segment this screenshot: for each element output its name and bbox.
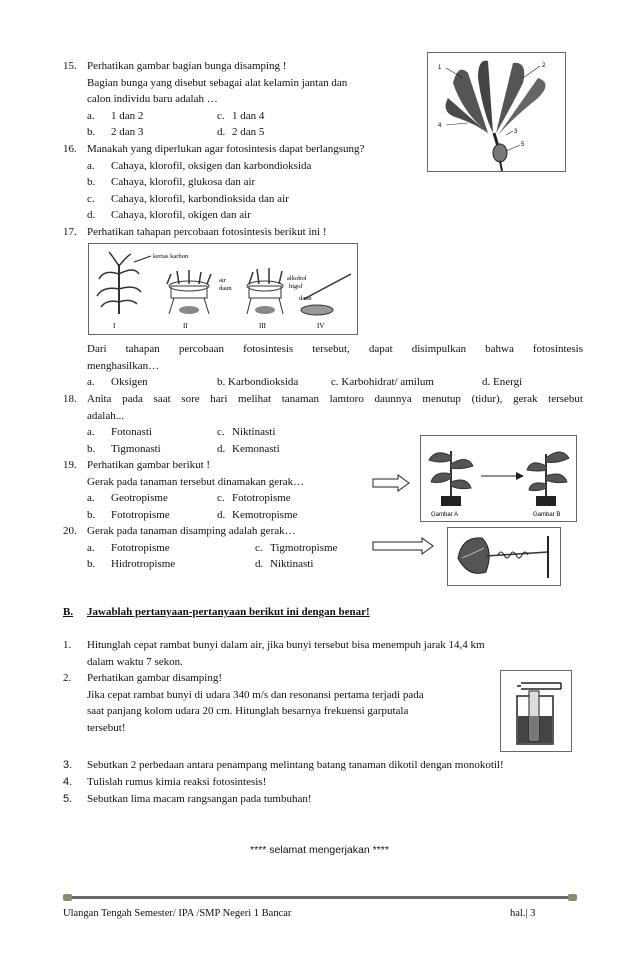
- plant-ab-diagram: [421, 436, 576, 521]
- option-c: Niktinasti: [232, 426, 276, 438]
- question-text: Sebutkan lima macam rangsangan pada tumbuhan!: [87, 793, 312, 805]
- option-d: 2 dan 5: [232, 126, 265, 138]
- photosynthesis-experiment-figure: [88, 243, 358, 335]
- tendril-figure: [447, 527, 561, 586]
- question-number: 16.: [63, 143, 77, 155]
- label-daun: daun: [219, 285, 232, 292]
- option-a: Geotropisme: [111, 492, 168, 504]
- label-gambar-b: Gambar B: [533, 512, 561, 518]
- label-air: air: [219, 277, 226, 284]
- question-text: adalah...: [87, 409, 124, 422]
- option-letter: b.: [87, 126, 96, 138]
- footer-left: Ulangan Tengah Semester/ IPA /SMP Negeri 1 Bancar: [63, 908, 292, 919]
- option-letter: a.: [87, 541, 95, 554]
- question-number: 19.: [63, 459, 77, 471]
- option-letter: b.: [87, 176, 96, 188]
- essay-question-3: [63, 757, 583, 774]
- option-b: Cahaya, klorofil, glukosa dan air: [111, 176, 256, 188]
- question-text: Hitunglah cepat rambat bunyi dalam air, jika bunyi tersebut bisa menempuh jarak 14,4 km: [87, 639, 485, 651]
- option-c: c. Karbohidrat/ amilum: [331, 376, 434, 388]
- question-text: Bagian bunga yang disebut sebagai alat kelamin jantan dan: [87, 76, 348, 89]
- arrow-right-icon: [372, 474, 410, 492]
- option-letter: c.: [255, 541, 263, 554]
- section-title: Jawablah pertanyaan-pertanyaan berikut ini dengan benar!: [87, 606, 370, 618]
- closing-text: **** selamat mengerjakan ****: [250, 844, 389, 856]
- question-text: tersebut!: [87, 721, 126, 734]
- option-letter: d.: [255, 558, 264, 570]
- plant-movement-figure: [420, 435, 577, 522]
- essay-question-5: [63, 791, 583, 808]
- question-number: 18.: [63, 393, 77, 405]
- question-text: saat panjang kolom udara 20 cm. Hitunglah besarnya frekuensi garputala: [87, 705, 409, 717]
- question-text: Perhatikan tahapan percobaan fotosintesis berikut ini !: [87, 226, 327, 238]
- option-letter: d.: [217, 126, 226, 138]
- stage-label-III: III: [259, 322, 266, 330]
- flower-label-3: 3: [514, 129, 518, 135]
- stage-label-I: I: [113, 322, 116, 330]
- question-text: Gerak pada tanaman tersebut dinamakan gerak…: [87, 475, 305, 488]
- option-letter: c.: [217, 109, 225, 122]
- label-higol: higol: [289, 283, 303, 290]
- question-text: Perhatikan gambar bagian bunga disamping !: [87, 60, 287, 72]
- option-a: Oksigen: [111, 376, 148, 388]
- option-letter: b.: [87, 558, 96, 570]
- question-text: Perhatikan gambar berikut !: [87, 459, 211, 471]
- option-b: 2 dan 3: [111, 126, 144, 138]
- flower-label-2: 2: [542, 63, 546, 69]
- question-text: Jika cepat rambat bunyi di udara 340 m/s dan resonansi pertama terjadi pada: [87, 688, 424, 701]
- option-a: Fototropisme: [111, 541, 170, 554]
- option-d: Niktinasti: [270, 558, 314, 570]
- question-number: 2.: [63, 672, 72, 684]
- question-text: Sebutkan 2 perbedaan antara penampang melintang batang tanaman dikotil dengan monokotil!: [87, 759, 504, 771]
- question-text: calon individu baru adalah …: [87, 93, 218, 105]
- stage-label-IV: IV: [317, 322, 325, 330]
- option-letter: a.: [87, 159, 95, 172]
- question-text: Dari tahapan percobaan fotosintesis tersebut, dapat disimpulkan bahwa fotosintesis: [87, 343, 583, 355]
- question-number: 17.: [63, 226, 77, 238]
- experiment-diagram: [89, 244, 357, 334]
- option-letter: c.: [217, 492, 225, 504]
- question-number: 1.: [63, 639, 72, 651]
- option-b: Tigmonasti: [111, 442, 161, 455]
- option-c: Cahaya, klorofil, karbondioksida dan air: [111, 192, 289, 205]
- option-b: b. Karbondioksida: [217, 376, 299, 388]
- page-number: hal.| 3: [510, 908, 536, 919]
- section-b-heading: [63, 604, 370, 621]
- option-c: Tigmotropisme: [270, 541, 338, 554]
- option-b: Fototropisme: [111, 508, 170, 521]
- option-b: Hidrotropisme: [111, 558, 176, 570]
- label-daun-iv: daun: [299, 295, 312, 302]
- option-d: Cahaya, klorofil, okigen dan air: [111, 209, 251, 221]
- resonance-diagram: [501, 671, 571, 751]
- question-number: 20.: [63, 525, 77, 537]
- option-letter: a.: [87, 426, 95, 438]
- label-kertas-karbon: kertas karbon: [153, 253, 189, 260]
- option-c: 1 dan 4: [232, 109, 265, 122]
- essay-question-4: [63, 774, 583, 791]
- option-letter: b.: [87, 442, 96, 455]
- question-text: menghasilkan…: [87, 359, 160, 372]
- option-a: Cahaya, klorofil, oksigen dan karbondioksida: [111, 159, 312, 172]
- option-letter: a.: [87, 109, 95, 122]
- flower-label-4: 4: [438, 123, 442, 129]
- option-d: Kemotropisme: [232, 508, 298, 521]
- question-text: Gerak pada tanaman disamping adalah gerak…: [87, 525, 296, 537]
- tendril-diagram: [448, 528, 560, 585]
- option-letter: a.: [87, 376, 95, 388]
- question-text: Tulislah rumus kimia reaksi fotosintesis!: [87, 776, 267, 788]
- flower-label-1: 1: [438, 65, 442, 71]
- question-text: dalam waktu 7 sekon.: [87, 655, 183, 668]
- question-16: [63, 141, 583, 224]
- question-17-continued: [63, 341, 583, 391]
- label-alkohol: alkohol: [287, 275, 307, 282]
- option-letter: b.: [87, 508, 96, 521]
- option-letter: d.: [217, 442, 226, 455]
- question-number: 15.: [63, 60, 77, 72]
- option-d: Kemonasti: [232, 442, 280, 455]
- option-letter: c.: [217, 426, 225, 438]
- resonance-tube-figure: [500, 670, 572, 752]
- option-a: Fotonasti: [111, 426, 152, 438]
- stage-label-II: II: [183, 322, 188, 330]
- option-c: Fototropisme: [232, 492, 291, 504]
- question-text: Perhatikan gambar disamping!: [87, 672, 223, 684]
- option-a: 1 dan 2: [111, 109, 144, 122]
- section-letter: B.: [63, 606, 74, 618]
- question-number: 5.: [63, 793, 73, 805]
- option-letter: d.: [217, 508, 226, 521]
- essay-question-1: [63, 637, 583, 670]
- footer-divider: [63, 896, 577, 899]
- label-gambar-a: Gambar A: [431, 512, 459, 518]
- flower-label-5: 5: [521, 142, 525, 148]
- question-number: 4.: [63, 776, 73, 788]
- question-text: Anita pada saat sore hari melihat tanaman lamtoro daunnya menutup (tidur), gerak tersebut: [87, 393, 583, 405]
- option-letter: a.: [87, 492, 95, 504]
- question-17: [63, 224, 583, 241]
- option-d: d. Energi: [482, 376, 523, 388]
- arrow-right-icon: [372, 537, 434, 555]
- question-text: Manakah yang diperlukan agar fotosintesis dapat berlangsung?: [87, 143, 365, 155]
- option-letter: d.: [87, 209, 96, 221]
- option-letter: c.: [87, 192, 95, 205]
- question-number: 3.: [63, 759, 73, 771]
